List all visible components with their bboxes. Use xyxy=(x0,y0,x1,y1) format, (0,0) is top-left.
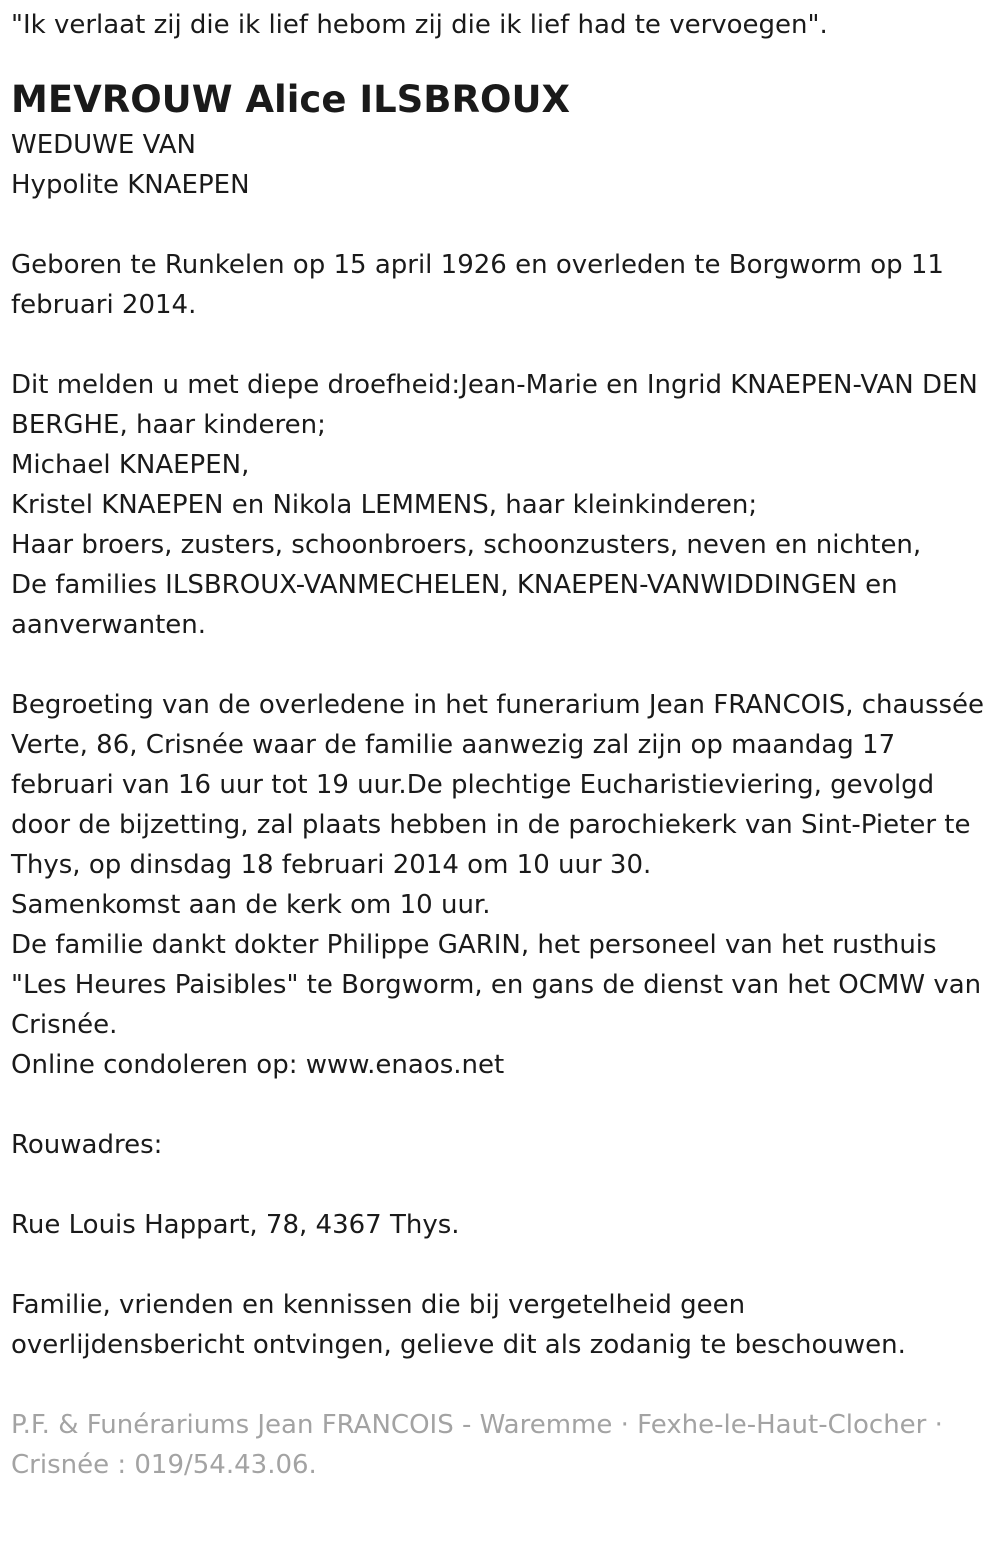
address-label: Rouwadres: xyxy=(11,1130,163,1160)
spouse-name: Hypolite KNAEPEN xyxy=(11,170,250,200)
gathering-info: Samenkomst aan de kerk om 10 uur. xyxy=(11,890,491,920)
family-grandchild: Michael KNAEPEN, xyxy=(11,450,250,480)
deceased-name: MEVROUW Alice ILSBROUX xyxy=(11,78,571,121)
birth-death-info: Geboren te Runkelen op 15 april 1926 en overleden te Borgworm op 11 februari 2014. xyxy=(11,250,944,320)
mourning-address: Rue Louis Happart, 78, 4367 Thys. xyxy=(11,1210,460,1240)
widow-label: WEDUWE VAN xyxy=(11,130,196,160)
obituary-notice xyxy=(11,0,986,1485)
thanks-text: De familie dankt dokter Philippe GARIN, het personeel van het rusthuis "Les Heures Paisibles" te Borgworm, en gans de dienst van het OCMW van Crisnée. xyxy=(11,930,982,1040)
funeral-home-footer: P.F. & Funérariums Jean FRANCOIS - Waremme · Fexhe-le-Haut-Clocher · Crisnée : 019/54.43.06. xyxy=(11,1410,943,1480)
online-condolences: Online condoleren op: www.enaos.net xyxy=(11,1050,505,1080)
family-siblings: Haar broers, zusters, schoonbroers, schoonzusters, neven en nichten, xyxy=(11,530,922,560)
ceremony-details: Begroeting van de overledene in het funerarium Jean FRANCOIS, chaussée Verte, 86, Crisnée waar de familie aanwezig zal zijn op maandag 17 februari van 16 uur tot 19 uur.De plechtige Eucharistieviering, gevolgd door de bijzetting, zal plaats hebben in de parochiekerk van Sint-Pieter te Thys, op dinsdag 18 februari 2014 om 10 uur 30. xyxy=(11,690,985,880)
family-grandchildren: Kristel KNAEPEN en Nikola LEMMENS, haar kleinkinderen; xyxy=(11,490,758,520)
opening-quote: "Ik verlaat zij die ik lief hebom zij die ik lief had te vervoegen". xyxy=(11,10,828,40)
family-families: De families ILSBROUX-VANMECHELEN, KNAEPEN-VANWIDDINGEN en aanverwanten. xyxy=(11,570,898,640)
closing-text: Familie, vrienden en kennissen die bij vergetelheid geen overlijdensbericht ontvingen, gelieve dit als zodanig te beschouwen. xyxy=(11,1290,906,1360)
family-children: Dit melden u met diepe droefheid:Jean-Marie en Ingrid KNAEPEN-VAN DEN BERGHE, haar kinderen; xyxy=(11,370,978,440)
